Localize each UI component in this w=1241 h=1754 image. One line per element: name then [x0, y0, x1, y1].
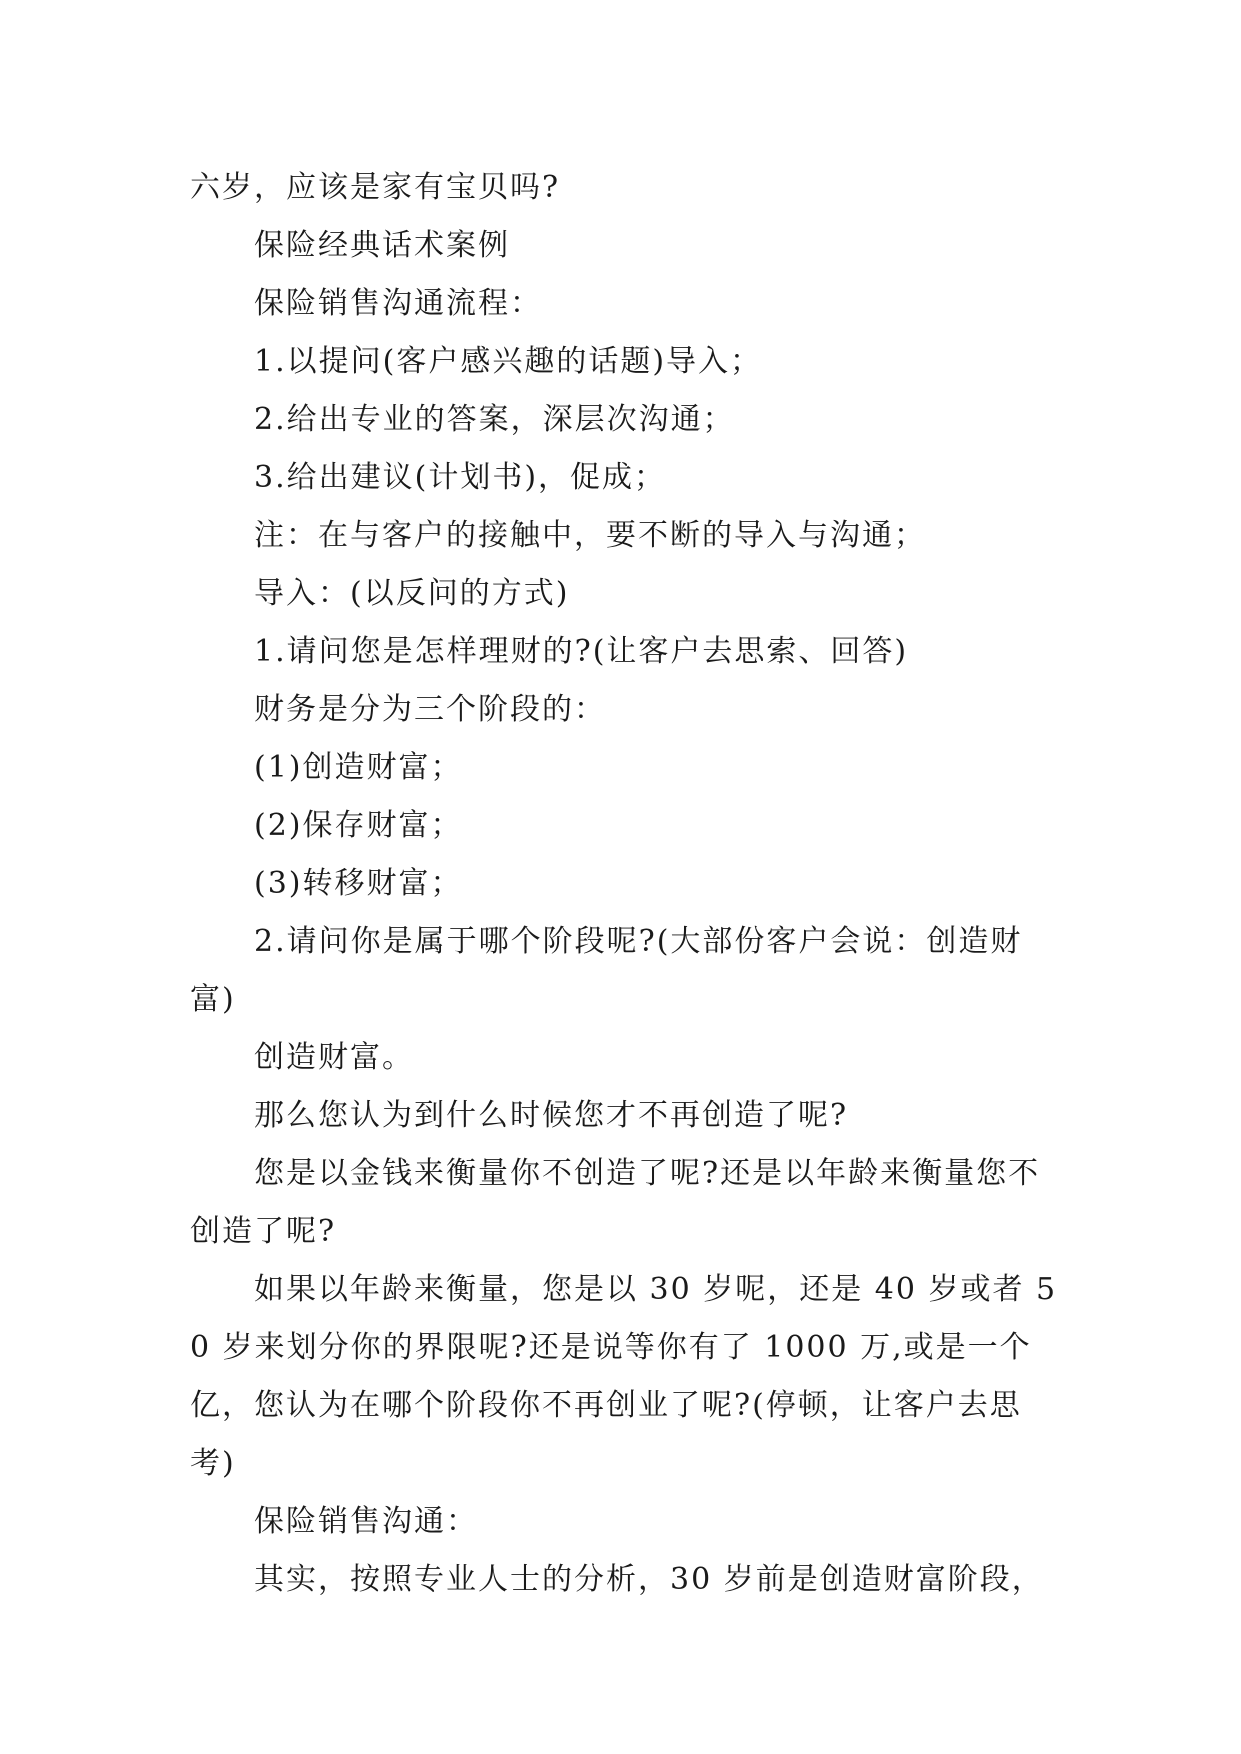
paragraph: 保险销售沟通： [254, 1504, 478, 1539]
paragraph: (1)创造财富； [254, 750, 463, 785]
paragraph: 其实，按照专业人士的分析，30 岁前是创造财富阶段， [254, 1562, 1044, 1597]
paragraph: 注：在与客户的接触中，要不断的导入与沟通； [254, 518, 926, 553]
paragraph: 导入：(以反问的方式) [254, 576, 570, 611]
paragraph: 创造财富。 [254, 1040, 414, 1075]
paragraph: 财务是分为三个阶段的： [254, 692, 606, 727]
paragraph: 2.请问你是属于哪个阶段呢?(大部份客户会说：创造财富) [190, 924, 1023, 1017]
paragraph: 保险销售沟通流程： [254, 286, 542, 321]
paragraph: (3)转移财富； [254, 866, 463, 901]
paragraph: 您是以金钱来衡量你不创造了呢?还是以年龄来衡量您不创造了呢? [190, 1156, 1041, 1249]
paragraph: 1.请问您是怎样理财的?(让客户去思索、回答) [254, 634, 909, 669]
paragraph: 如果以年龄来衡量，您是以 30 岁呢，还是 40 岁或者 50 岁来划分你的界限呢?还是说等你有了 1000 万,或是一个亿，您认为在哪个阶段你不再创业了呢?(停顿，让客户去思考) [190, 1272, 1058, 1481]
paragraph: 3.给出建议(计划书)，促成； [254, 460, 667, 495]
paragraph: 2.给出专业的答案，深层次沟通； [254, 402, 735, 437]
paragraph: 保险经典话术案例 [254, 228, 510, 263]
paragraph: 1.以提问(客户感兴趣的话题)导入； [254, 344, 763, 379]
paragraph: 那么您认为到什么时候您才不再创造了呢? [254, 1098, 849, 1133]
paragraph: 六岁，应该是家有宝贝吗? [190, 170, 561, 205]
paragraph: (2)保存财富； [254, 808, 463, 843]
document-body [190, 159, 1060, 1609]
